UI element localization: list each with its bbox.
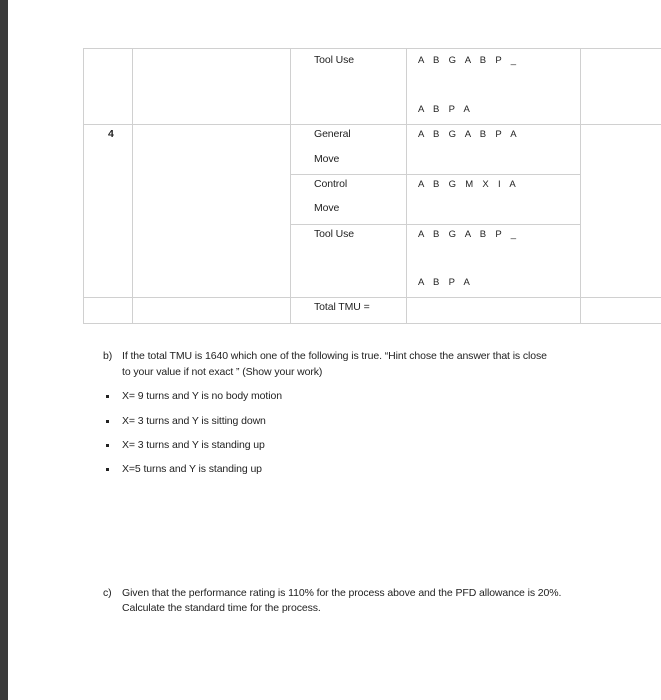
table-row-divider [83,297,661,298]
table-row-divider [290,174,580,175]
bullet-icon [106,468,109,471]
bullet-icon [106,444,109,447]
table-border-bottom [83,323,661,324]
left-border [0,0,8,700]
activity-label: Control [314,178,348,190]
motion-sequence: A B G A B P _ [418,55,517,66]
activity-label: General [314,128,351,140]
table-col-divider [580,48,581,324]
question-c-text: Given that the performance rating is 110% for the process above and the PFD allowance is 20%. [122,587,562,599]
table-row-divider [83,124,661,125]
motion-sequence: A B G A B P _ [418,229,517,240]
bullet-icon [106,420,109,423]
bullet-icon [106,395,109,398]
table-col-divider [406,48,407,324]
question-b-label: b) [103,350,113,362]
option-item: X=5 turns and Y is standing up [122,463,262,475]
option-item: X= 3 turns and Y is sitting down [122,415,266,427]
motion-sequence: A B P A [418,277,471,288]
activity-label: Tool Use [314,54,355,66]
table-col-divider [290,48,291,324]
question-b-text: If the total TMU is 1640 which one of the following is true. “Hint chose the answer that is close [122,350,547,362]
table-border-top [83,48,661,49]
question-b-text-line2: to your value if not exact ” (Show your work) [122,366,323,378]
question-c-text-line2: Calculate the standard time for the process. [122,602,321,614]
question-c-label: c) [103,587,112,599]
activity-label: Tool Use [314,228,355,240]
table-border-left [83,48,84,324]
motion-sequence: A B G M X I A [418,179,516,190]
activity-label-line2: Move [314,153,340,165]
option-item: X= 3 turns and Y is standing up [122,439,265,451]
activity-label-line2: Move [314,202,340,214]
total-tmu-label: Total TMU = [314,301,370,313]
table-row-divider [290,224,580,225]
table-col-divider [132,48,133,324]
motion-sequence: A B P A [418,104,471,115]
row-number: 4 [108,128,114,140]
motion-sequence: A B G A B P A [418,129,517,140]
option-item: X= 9 turns and Y is no body motion [122,390,282,402]
